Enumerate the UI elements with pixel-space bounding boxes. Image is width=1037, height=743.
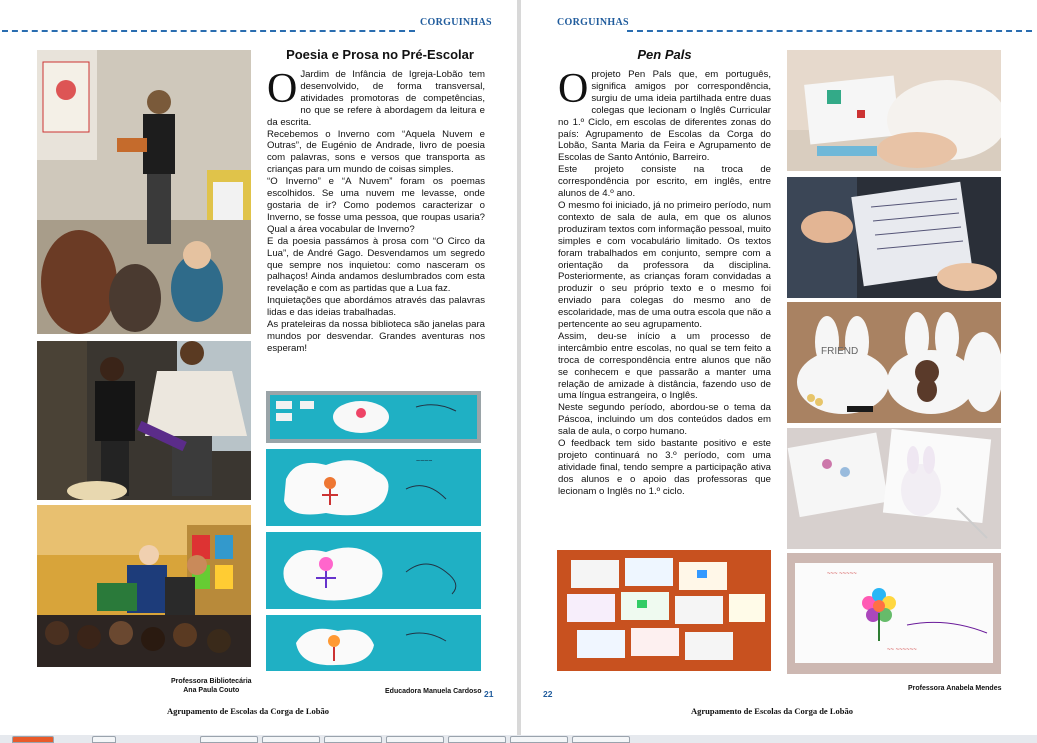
- photo-clowns-children: [37, 505, 251, 667]
- left-header-label: CORGUINHAS: [420, 17, 492, 28]
- right-paragraph: projeto Pen Pals que, em português, significa amigos por correspondência, surgiu de uma ideia partilhada entre duas colegas que lecionam o Inglês Curricular no 1.º Ciclo, em escolas de diferentes zonas do país: Agrupamento de Escolas da Corga do Lobão, Santa Maria da Feira e Agrupamento de Escolas de Santo António, Barreiro.: [558, 69, 771, 164]
- photo-cyan-paper-3: [266, 532, 481, 609]
- taskbar-button[interactable]: [386, 736, 444, 743]
- photo-teacher-reading: [37, 50, 251, 334]
- right-header-label: CORGUINHAS: [557, 17, 629, 28]
- taskbar: [0, 735, 1037, 743]
- right-footer: Agrupamento de Escolas da Corga de Lobão: [691, 706, 853, 716]
- taskbar-button[interactable]: [510, 736, 568, 743]
- left-paragraph: Jardim de Infância de Igreja-Lobão tem desenvolvido, de forma transversal, atividades promotoras de competências, no que se refere à abordagem da leitura e da escrita.: [267, 69, 485, 128]
- svg-text:~~ ~~~~~~: ~~ ~~~~~~: [887, 647, 917, 653]
- left-dropcap: O: [267, 66, 298, 112]
- taskbar-button[interactable]: [448, 736, 506, 743]
- photo-cyan-paper-1: [266, 391, 481, 443]
- taskbar-button[interactable]: [92, 736, 116, 743]
- photo-child-writing-1: [787, 50, 1001, 171]
- photo-cyan-paper-2: [266, 449, 481, 526]
- left-paragraph: “O Inverno” e “A Nuvem” foram os poemas escolhidos. Se uma nuvem me levasse, onde gostaria de ir? Como podemos caracterizar o Inverno, se fosse uma pessoa, que roupas usaria? Qual a área vocabular de Inverno?: [267, 176, 485, 235]
- librarian-caption-role: Professora Bibliotecária: [171, 678, 252, 685]
- left-footer: Agrupamento de Escolas da Corga de Lobão: [167, 706, 329, 716]
- librarian-caption: [171, 678, 252, 695]
- left-header-rule: [2, 30, 415, 32]
- photo-performance: [37, 341, 251, 500]
- photo-easter-letters: [787, 428, 1001, 549]
- left-paragraph: Recebemos o Inverno com “Aquela Nuvem e Outras”, de Eugénio de Andrade, livro de poesia com palavras, sons e versos que transporta as crianças para um mundo de coisas simples.: [267, 128, 485, 176]
- left-page-number: 21: [484, 689, 494, 699]
- left-paragraph: As prateleiras da nossa biblioteca são janelas para mundos por desvendar. Grandes aventuras nos esperam!: [267, 319, 485, 354]
- taskbar-button[interactable]: [200, 736, 258, 743]
- right-paragraph: Este projeto consiste na troca de correspondência por escrito, em inglês, entre alunos de 4.º ano.: [558, 164, 771, 200]
- right-article-title: Pen Pals: [637, 47, 692, 62]
- left-paragraph: Inquietações que abordámos através das palavras lidas e das ideias trabalhadas.: [267, 295, 485, 319]
- right-paragraph: O mesmo foi iniciado, já no primeiro período, num contexto de sala de aula, em que os alunos produziram textos com informação pessoal, muito simples e com vocabulário limitado. Os textos foram trabalhados em conjunto, sempre com a orientação da professora da disciplina. Posteriormente, as crianças foram convidadas a produzir o seu próprio texto e o mesmo foi enviado para colegas do mesmo ano de escolaridade, mas de uma outra escola que não a pertencente ao seu agrupamento.: [558, 199, 771, 331]
- right-dropcap: O: [558, 66, 589, 112]
- right-header-rule: [627, 30, 1032, 32]
- taskbar-button[interactable]: [262, 736, 320, 743]
- teacher-caption: Professora Anabela Mendes: [908, 685, 1002, 692]
- right-article-body: [558, 66, 771, 498]
- taskbar-button[interactable]: [572, 736, 630, 743]
- educator-caption: Educadora Manuela Cardoso: [385, 688, 482, 695]
- photo-letters-spread: [557, 550, 771, 671]
- taskbar-button[interactable]: [324, 736, 382, 743]
- photo-child-writing-2: [787, 177, 1001, 298]
- taskbar-button[interactable]: [12, 736, 54, 743]
- right-paragraph: Neste segundo período, abordou-se o tema da Páscoa, incluindo um dos conteúdos dados em sala de aula, o corpo humano.: [558, 402, 771, 438]
- left-page: [0, 0, 517, 735]
- svg-text:~~~ ~~~~~: ~~~ ~~~~~: [827, 571, 857, 577]
- left-article-body: [267, 66, 485, 355]
- photo-flower-card: [787, 553, 1001, 674]
- right-paragraph: O feedback tem sido bastante positivo e este projeto continuará no 3.º período, com uma atividade final, tendo sempre a participação ativa dos alunos e o apoio das professoras que lecionam o Inglês no 1.º ciclo.: [558, 438, 771, 497]
- right-page: [521, 0, 1037, 735]
- photo-friend-text: FRIEND: [821, 346, 859, 357]
- photo-bunny-cutouts: [787, 302, 1001, 423]
- right-paragraph: Assim, deu-se início a um processo de intercâmbio entre escolas, no qual se tem feito a troca de correspondência entre alunos que não se conhecem e que passarão a manter uma relação de amizade à distância, fazendo uso de uma língua estrangeira, o Inglês.: [558, 330, 771, 402]
- librarian-caption-name: Ana Paula Couto: [183, 686, 240, 694]
- left-paragraph: E da poesia passámos à prosa com “O Circo da Lua”, de André Gago. Desvendamos um segredo que sempre nos inquietou: como nasceram os palhaços! Ainda andamos deslumbrados com esta revelação e com as partidas que a Lua faz.: [267, 235, 485, 295]
- right-page-number: 22: [543, 689, 553, 699]
- left-article-title: Poesia e Prosa no Pré-Escolar: [286, 47, 474, 62]
- svg-text:~~~~: ~~~~: [416, 458, 433, 465]
- photo-cyan-paper-4: [266, 615, 481, 671]
